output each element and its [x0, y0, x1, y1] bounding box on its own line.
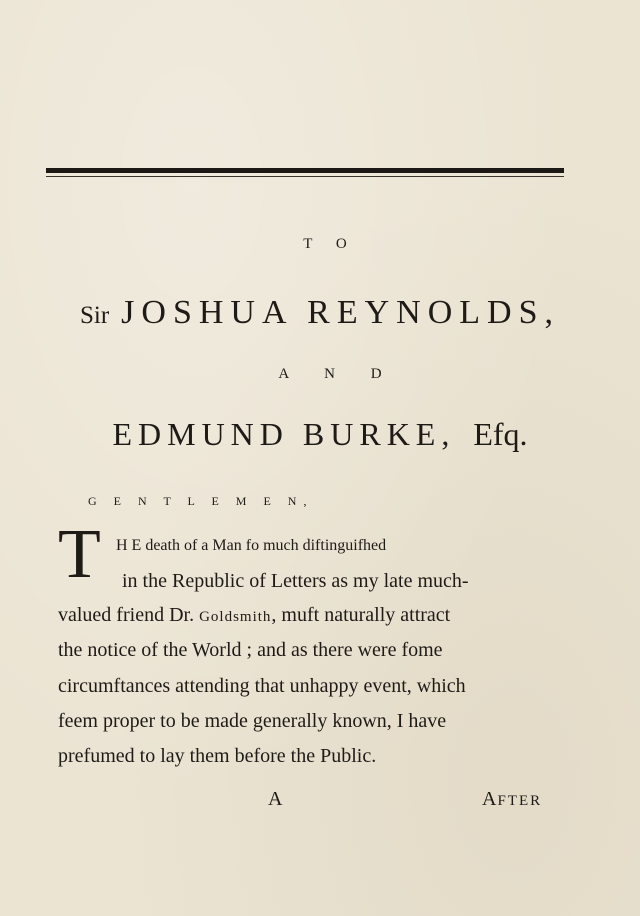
dedicatee-reynolds-title: Sir	[79, 302, 110, 329]
body-line-3	[58, 597, 450, 633]
body-line-2: in the Republic of Letters as my late much-	[122, 570, 469, 592]
body-line-3-start: valued friend Dr.	[58, 604, 200, 626]
dedicatee-burke-esq: Efq.	[473, 416, 528, 452]
header-rule-thin	[46, 176, 564, 177]
body-line-1: H E death of a Man fo much diftinguifhed	[116, 537, 387, 554]
name-goldsmith: Goldsmith	[199, 609, 272, 625]
body-line-5: circumftances attending that unhappy event, which	[58, 675, 466, 697]
catchword-first: A	[482, 788, 498, 810]
header-rule-thick	[46, 168, 564, 173]
body-line-3-end: , muft naturally attract	[271, 604, 451, 626]
salutation: G E N T L E M E N,	[88, 494, 314, 508]
body-line-4: the notice of the World ; and as there were fome	[58, 639, 443, 661]
heading-and: A N D	[278, 366, 398, 382]
catchword	[482, 788, 542, 811]
body-line-6: feem proper to be made generally known, I have	[58, 710, 447, 732]
dedicatee-burke	[0, 416, 640, 453]
heading-to: T O	[303, 236, 357, 252]
body-line-7: prefumed to lay them before the Public.	[58, 745, 377, 767]
signature-mark: A	[268, 788, 283, 810]
dedicatee-burke-name: EDMUND BURKE,	[112, 416, 456, 452]
drop-cap: T	[58, 516, 101, 593]
catchword-rest: FTER	[497, 793, 543, 809]
dedicatee-reynolds	[0, 294, 640, 332]
dedicatee-reynolds-name: JOSHUA REYNOLDS,	[121, 294, 560, 331]
